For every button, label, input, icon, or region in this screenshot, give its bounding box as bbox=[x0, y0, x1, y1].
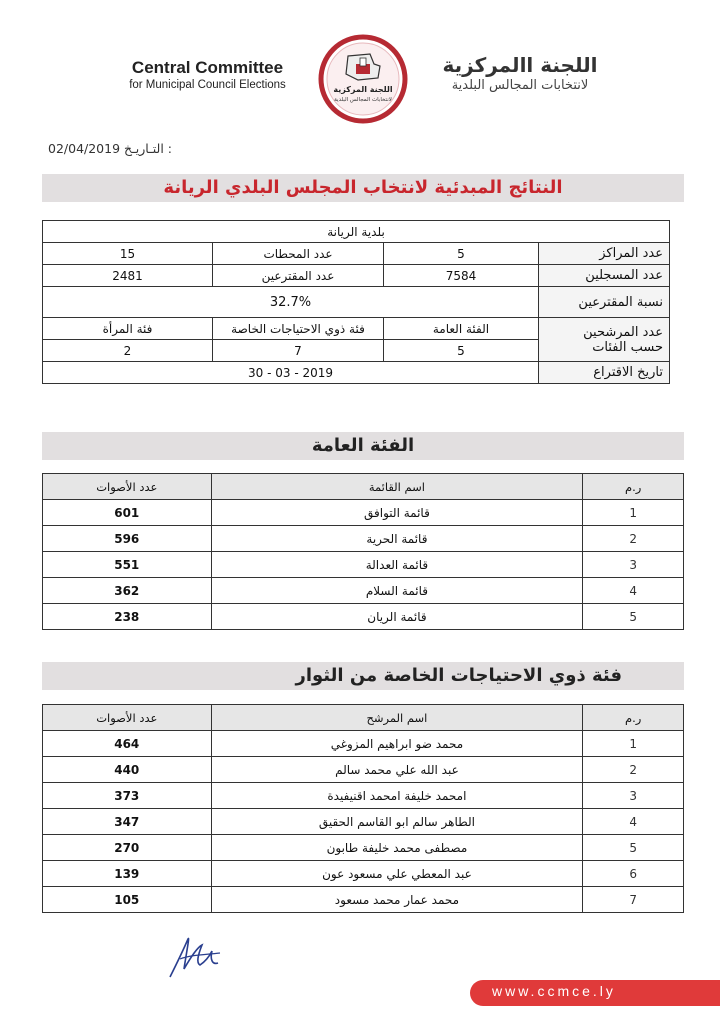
row-number: 5 bbox=[583, 835, 684, 861]
list-name: قائمة العدالة bbox=[211, 552, 583, 578]
special-category-title bbox=[42, 662, 684, 690]
row-number: 3 bbox=[583, 552, 684, 578]
table-row bbox=[43, 552, 684, 578]
category-general-value: 5 bbox=[384, 340, 539, 362]
stations-value: 15 bbox=[43, 243, 213, 265]
table-row bbox=[43, 861, 684, 887]
election-info-table bbox=[42, 220, 670, 384]
table-row bbox=[43, 783, 684, 809]
english-header bbox=[120, 58, 295, 92]
candidate-name: الطاهر سالم ابو القاسم الحقيق bbox=[211, 809, 583, 835]
arabic-header-line2: لانتخابات المجالس البلدية bbox=[451, 78, 589, 93]
vote-count: 238 bbox=[43, 604, 212, 630]
table-row bbox=[43, 887, 684, 913]
special-header-no: ر.م bbox=[583, 705, 684, 731]
centers-value: 5 bbox=[384, 243, 539, 265]
vote-count: 105 bbox=[43, 887, 212, 913]
arabic-header-line1: اللجنة االمركزية bbox=[442, 53, 598, 77]
row-number: 4 bbox=[583, 809, 684, 835]
candidate-name: مصطفى محمد خليفة طابون bbox=[211, 835, 583, 861]
vote-count: 596 bbox=[43, 526, 212, 552]
table-row bbox=[43, 526, 684, 552]
municipality-name: بلدية الريانة bbox=[43, 221, 670, 243]
arabic-header bbox=[420, 52, 620, 94]
candidates-label-line2: حسب الفئات bbox=[592, 339, 663, 355]
vote-count: 601 bbox=[43, 500, 212, 526]
list-name: قائمة التوافق bbox=[211, 500, 583, 526]
category-women-value: 2 bbox=[43, 340, 213, 362]
vote-count: 270 bbox=[43, 835, 212, 861]
english-header-line1: Central Committee bbox=[131, 58, 284, 77]
list-name: قائمة السلام bbox=[211, 578, 583, 604]
stations-label: عدد المحطات bbox=[213, 243, 384, 265]
vote-date-value: 2019 - 03 - 30 bbox=[43, 362, 539, 384]
turnout-value: 32.7% bbox=[43, 287, 539, 318]
date-value: 02/04/2019 bbox=[48, 141, 121, 156]
registered-label: عدد المسجلين bbox=[539, 265, 670, 287]
special-category-title-text: فئة ذوي الاحتياجات الخاصة من الثوار bbox=[295, 665, 622, 686]
voters-label: عدد المقترعين bbox=[213, 265, 384, 287]
main-title: النتائج المبدئية لانتخاب المجلس البلدي الريانة bbox=[42, 174, 684, 202]
table-row bbox=[43, 731, 684, 757]
general-header-no: ر.م bbox=[583, 474, 684, 500]
logo-text-2: لانتخابات المجالس البلدية bbox=[334, 97, 392, 103]
committee-logo bbox=[318, 34, 408, 124]
special-header-name: اسم المرشح bbox=[211, 705, 583, 731]
table-row bbox=[43, 757, 684, 783]
vote-count: 551 bbox=[43, 552, 212, 578]
candidate-name: محمد ضو ابراهيم المزوغي bbox=[211, 731, 583, 757]
category-women-label: فئة المرأة bbox=[43, 318, 213, 340]
row-number: 7 bbox=[583, 887, 684, 913]
table-row bbox=[43, 809, 684, 835]
candidate-name: امحمد خليفة امحمد اقنيفيدة bbox=[211, 783, 583, 809]
signature bbox=[162, 925, 232, 985]
table-row bbox=[43, 835, 684, 861]
vote-count: 464 bbox=[43, 731, 212, 757]
row-number: 4 bbox=[583, 578, 684, 604]
category-special-value: 7 bbox=[213, 340, 384, 362]
row-number: 2 bbox=[583, 526, 684, 552]
category-general-label: الفئة العامة bbox=[384, 318, 539, 340]
special-results-table bbox=[42, 704, 684, 913]
row-number: 2 bbox=[583, 757, 684, 783]
candidate-name: عبد المعطي علي مسعود عون bbox=[211, 861, 583, 887]
vote-date-label: تاريخ الاقتراع bbox=[539, 362, 670, 384]
centers-label: عدد المراكز bbox=[539, 243, 670, 265]
vote-count: 347 bbox=[43, 809, 212, 835]
table-row bbox=[43, 578, 684, 604]
voters-value: 2481 bbox=[43, 265, 213, 287]
list-name: قائمة الحرية bbox=[211, 526, 583, 552]
row-number: 1 bbox=[583, 731, 684, 757]
english-header-line2: for Municipal Council Elections bbox=[129, 79, 286, 91]
general-category-title: الفئة العامة bbox=[42, 432, 684, 460]
document-date bbox=[48, 141, 172, 156]
row-number: 5 bbox=[583, 604, 684, 630]
table-row bbox=[43, 500, 684, 526]
general-header-votes: عدد الأصوات bbox=[43, 474, 212, 500]
logo-text-1: اللجنة المركزية bbox=[333, 85, 393, 94]
vote-count: 362 bbox=[43, 578, 212, 604]
row-number: 1 bbox=[583, 500, 684, 526]
general-header-name: اسم القائمة bbox=[211, 474, 583, 500]
list-name: قائمة الريان bbox=[211, 604, 583, 630]
table-row bbox=[43, 604, 684, 630]
vote-count: 373 bbox=[43, 783, 212, 809]
turnout-label: نسبة المقترعين bbox=[539, 287, 670, 318]
website-link[interactable]: www.ccmce.ly bbox=[492, 983, 616, 999]
vote-count: 139 bbox=[43, 861, 212, 887]
candidates-by-category-label bbox=[539, 318, 670, 362]
candidate-name: عبد الله علي محمد سالم bbox=[211, 757, 583, 783]
category-special-label: فئة ذوي الاحتياجات الخاصة bbox=[213, 318, 384, 340]
registered-value: 7584 bbox=[384, 265, 539, 287]
general-results-table bbox=[42, 473, 684, 630]
date-label: التـاريـخ : bbox=[124, 141, 172, 156]
candidate-name: محمد عمار محمد مسعود bbox=[211, 887, 583, 913]
row-number: 3 bbox=[583, 783, 684, 809]
row-number: 6 bbox=[583, 861, 684, 887]
candidates-label-line1: عدد المرشحين bbox=[583, 324, 663, 340]
vote-count: 440 bbox=[43, 757, 212, 783]
special-header-votes: عدد الأصوات bbox=[43, 705, 212, 731]
